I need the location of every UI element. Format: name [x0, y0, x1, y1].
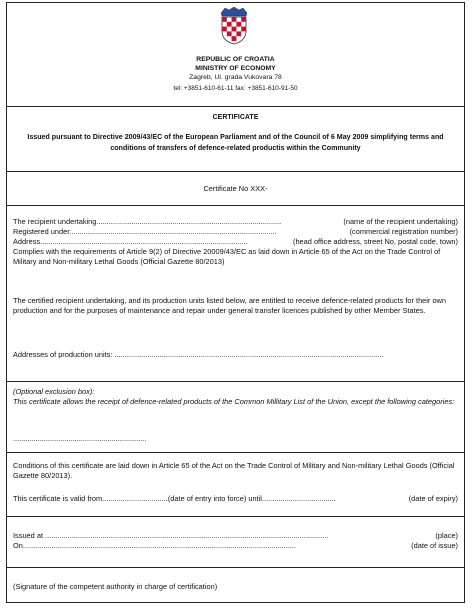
- certificate-title-section: [7, 107, 464, 171]
- issued-at-label: Issued at: [13, 531, 43, 540]
- production-units-line: [13, 350, 458, 360]
- registered-under-hint: (commercial registration number): [349, 227, 458, 236]
- issued-on-hint: (date of issue): [411, 541, 458, 550]
- registered-under-label: Registered under: [13, 227, 70, 236]
- valid-until-label: (date of entry into force) until: [167, 494, 262, 503]
- certificate-heading: CERTIFICATE: [212, 114, 259, 121]
- header-section: [7, 3, 464, 106]
- date-of-expiry-hint: (date of expiry): [408, 494, 458, 503]
- production-units-label: Addresses of production units:: [13, 350, 115, 359]
- address-hint: (head office address, street No, postal code, town): [292, 237, 458, 246]
- issued-at-line: [13, 531, 458, 541]
- valid-from-dots: ................................: [102, 494, 168, 503]
- recipient-undertaking-hint: (name of the recipient undertaking): [343, 217, 458, 226]
- validity-line: [13, 494, 458, 504]
- certificate-number: Certificate No XXX-: [203, 184, 268, 193]
- address-line: [13, 237, 458, 247]
- country-name: REPUBLIC OF CROATIA: [196, 56, 275, 63]
- exclusion-text: This certificate allows the receipt of defence-related products of the Common Millitary List of the Union, except the following categories:: [13, 397, 455, 406]
- address-dots: .....................................................................................................: [40, 237, 248, 246]
- ministry-name: MINISTRY OF ECONOMY: [195, 65, 276, 72]
- ministry-contact: tel: +3851-610-61-11 fax: +3851-610-91-50: [173, 85, 298, 92]
- valid-until-dots: ....................................: [261, 494, 336, 503]
- issued-on-line: [13, 541, 458, 551]
- recipient-undertaking-dots: ..........................................................................................: [96, 217, 282, 226]
- issued-on-label: On: [13, 541, 23, 550]
- exclusion-dots: .................................................................: [13, 434, 147, 443]
- conditions-text: Conditions of this certificate are laid down in Article 65 of the Act on the Trade Control of Military and Non-military Lethal Goods (Official Gazette 80/2013).: [13, 461, 457, 480]
- issued-section: [7, 517, 464, 567]
- exclusion-title: (Optional exclusion box):: [13, 387, 95, 396]
- exclusion-section: [7, 382, 464, 452]
- signature-section: [7, 568, 464, 603]
- registered-under-dots: .....................................................................................................: [69, 227, 277, 236]
- issued-at-hint: (place): [435, 531, 458, 540]
- certificate-document: [6, 2, 465, 603]
- complies-text: Complies with the requirements of Article 9(2) of Directive 20009/43/EC as laid down in Article 65 of the Act on the Trade Control of Military and Non-military Lethal Goods (Official Gazette 80/2013): [13, 247, 443, 266]
- certificate-number-section: [7, 172, 464, 205]
- address-label: Address: [13, 237, 41, 246]
- croatian-coat-of-arms-icon: [219, 7, 249, 45]
- recipient-undertaking-line: [13, 217, 458, 227]
- production-units-dots: ...................................................................................................................................: [114, 350, 384, 359]
- conditions-section: [7, 453, 464, 516]
- issued-at-dots: ..........................................................................................................................................: [45, 531, 329, 540]
- registered-under-line: [13, 227, 458, 237]
- issued-pursuant-text: Issued pursuant to Directive 2009/43/EC of the European Parliament and of the Council of 6 May 2009 simplifying terms and conditions of transfers of defence-related productis within the Community: [27, 133, 444, 152]
- recipient-undertaking-label: The recipient undertaking: [13, 217, 97, 226]
- issued-on-dots: .....................................................................................................................................: [22, 541, 296, 550]
- signature-text: (Signature of the competent authority in charge of certification): [13, 582, 218, 591]
- entitled-text: The certified recipient undertaking, and its production units listed below, are entitled to receive defence-related products for their own production and for the purposes of maintenance and repair under general transfer licences published by other Member States.: [13, 296, 449, 315]
- recipient-section: [7, 206, 464, 381]
- ministry-address: Zagreb, Ul. grada Vukovara 78: [189, 74, 282, 81]
- valid-from-label: This certificate is valid from: [13, 494, 103, 503]
